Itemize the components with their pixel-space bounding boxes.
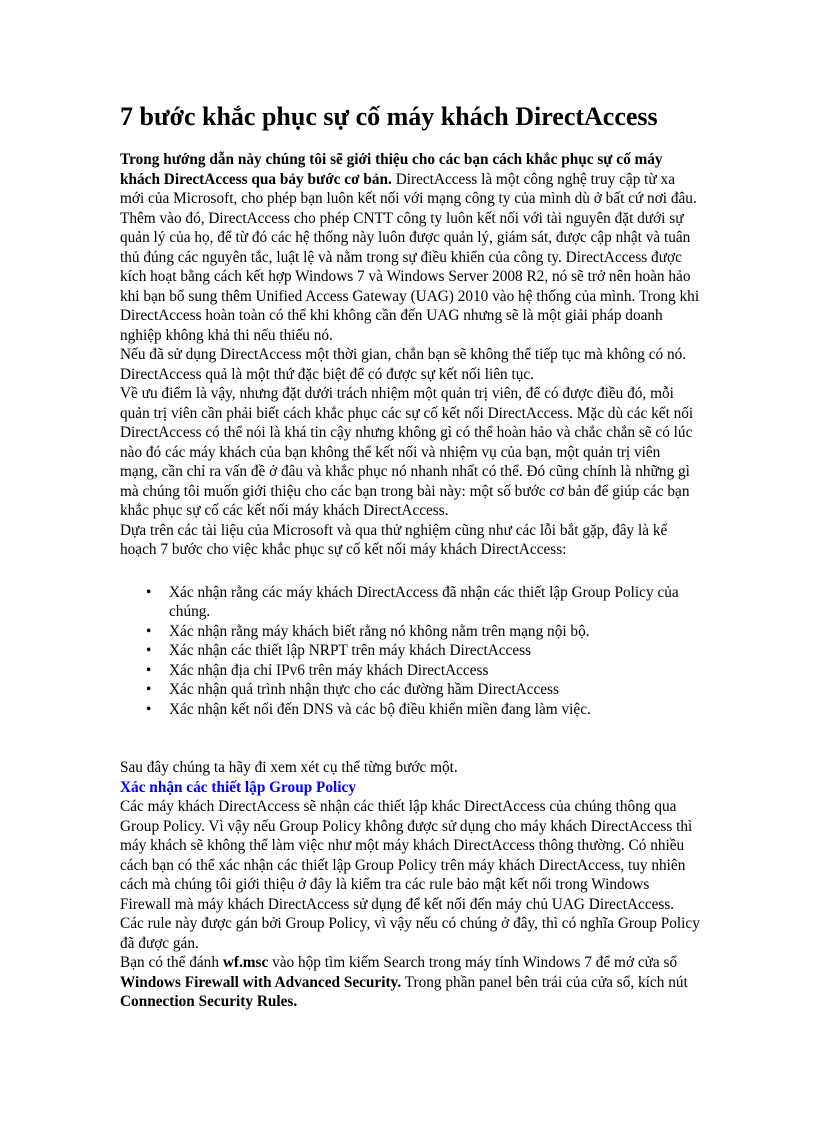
- intro-paragraph: [120, 150, 700, 345]
- window-name: Windows Firewall with Advanced Security.: [120, 973, 402, 991]
- list-item: • Xác nhận địa chỉ IPv6 trên máy khách DirectAccess: [146, 661, 489, 679]
- button-name: Connection Security Rules.: [120, 993, 298, 1010]
- bullet-icon: •: [146, 642, 152, 659]
- instruction-paragraph: Bạn có thể đánh wf.msc vào hộp tìm kiếm Search trong máy tính Windows 7 để mở cửa sổ Windows Firewall with Advanced Security. Trong phần panel bên trái của cửa sổ, kích nút Connection Security Rules.: [120, 954, 688, 1010]
- intro-text: DirectAccess là một công nghệ truy cập từ xa mới của Microsoft, cho phép bạn luôn kết nối với mạng công ty của mình dù ở bất cứ nơi đâu. Thêm vào đó, DirectAccess cho phép CNTT công ty luôn kết nối với tài nguyên đặt dưới sự quản lý của họ, để từ đó các hệ thống này luôn được quản lý, giám sát, được cập nhật và tuân thủ đúng các nguyên tắc, luật lệ và nằm trong sự điều khiển của công ty. DirectAccess được kích hoạt bằng cách kết hợp Windows 7 và Windows Server 2008 R2, nó sẽ trở nên hoàn hảo khi bạn bổ sung thêm Unified Access Gateway (UAG) 2010 vào hệ thống của mình. Trong khi DirectAccess hoàn toàn có thể khi không cần đến UAG nhưng sẽ là một giải pháp doanh nghiệp không khả thi nếu thiếu nó.: [120, 170, 700, 344]
- section-heading: Xác nhận các thiết lập Group Policy: [120, 778, 356, 796]
- bullet-icon: •: [146, 583, 152, 601]
- document-body: [120, 150, 700, 1012]
- section-paragraph: Các máy khách DirectAccess sẽ nhận các thiết lập khác DirectAccess của chúng thông qua Group Policy. Vì vậy nếu Group Policy không được sử dụng cho máy khách DirectAccess thì máy khách sẽ không thể làm việc như một máy khách DirectAccess thông thường. Có nhiều cách bạn có thể xác nhận các thiết lập Group Policy trên máy khách DirectAccess, tuy nhiên cách mà chúng tôi giới thiệu ở đây là kiểm tra các rule bảo mật kết nối trong Windows Firewall mà máy khách DirectAccess sử dụng để kết nối đến máy chủ UAG DirectAccess. Các rule này được gán bởi Group Policy, vì vậy nếu có chúng ở đây, thì có nghĩa Group Policy đã được gán.: [120, 798, 700, 952]
- spacer: [120, 719, 700, 758]
- bullet-icon: •: [146, 661, 152, 679]
- paragraph-2: Nếu đã sử dụng DirectAccess một thời gian, chắn bạn sẽ không thể tiếp tục mà không có nó. DirectAccess quả là một thứ đặc biệt để có được sự kết nối liên tục.: [120, 346, 687, 383]
- list-item: • Xác nhận rằng các máy khách DirectAccess đã nhận các thiết lập Group Policy của chúng.: [146, 583, 679, 620]
- list-item: • Xác nhận kết nối đến DNS và các bộ điều khiển miền đang làm việc.: [146, 700, 591, 718]
- transition-text: Sau đây chúng ta hãy đi xem xét cụ thể từng bước một.: [120, 759, 458, 776]
- intro-lead: Trong hướng dẫn này chúng tôi sẽ giới thiệu cho các bạn cách khắc phục sự cố máy khách DirectAccess qua bảy bước cơ bản.: [120, 151, 663, 188]
- list-item: • Xác nhận rằng máy khách biết rằng nó không nằm trên mạng nội bộ.: [146, 622, 590, 640]
- paragraph-3: Về ưu điểm là vậy, nhưng đặt dưới trách nhiệm một quản trị viên, để có được điều đó, mỗi quản trị viên cần phải biết cách khắc phục các sự cố kết nối DirectAccess. Mặc dù các kết nối DirectAccess có thể nói là khá tin cậy nhưng không gì có thể hoàn hảo và chắc chắn sẽ có lúc nào đó các máy khách của bạn không thể kết nối và nhiệm vụ của bạn, một quản trị viên mạng, cần chỉ ra vấn đề ở đâu và khắc phục nó nhanh nhất có thể. Đó cũng chính là những gì mà chúng tôi muốn giới thiệu cho các bạn trong bài này: một số bước cơ bản để giúp các bạn khắc phục sự cố các kết nối máy khách DirectAccess.: [120, 385, 694, 519]
- command-name: wf.msc: [222, 954, 269, 971]
- page-title: 7 bước khắc phục sự cố máy khách DirectAccess: [120, 102, 658, 131]
- bullet-icon: •: [146, 681, 152, 698]
- list-item: • Xác nhận quá trình nhận thực cho các đường hầm DirectAccess: [146, 681, 559, 698]
- bullet-icon: •: [146, 700, 152, 718]
- bullet-icon: •: [146, 622, 152, 640]
- list-item: • Xác nhận các thiết lập NRPT trên máy khách DirectAccess: [146, 642, 532, 659]
- steps-list: [120, 583, 700, 720]
- paragraph-4: Dựa trên các tài liệu của Microsoft và qua thử nghiệm cũng như các lỗi bắt gặp, đây là kế hoạch 7 bước cho việc khắc phục sự cố kết nối máy khách DirectAccess:: [120, 521, 668, 558]
